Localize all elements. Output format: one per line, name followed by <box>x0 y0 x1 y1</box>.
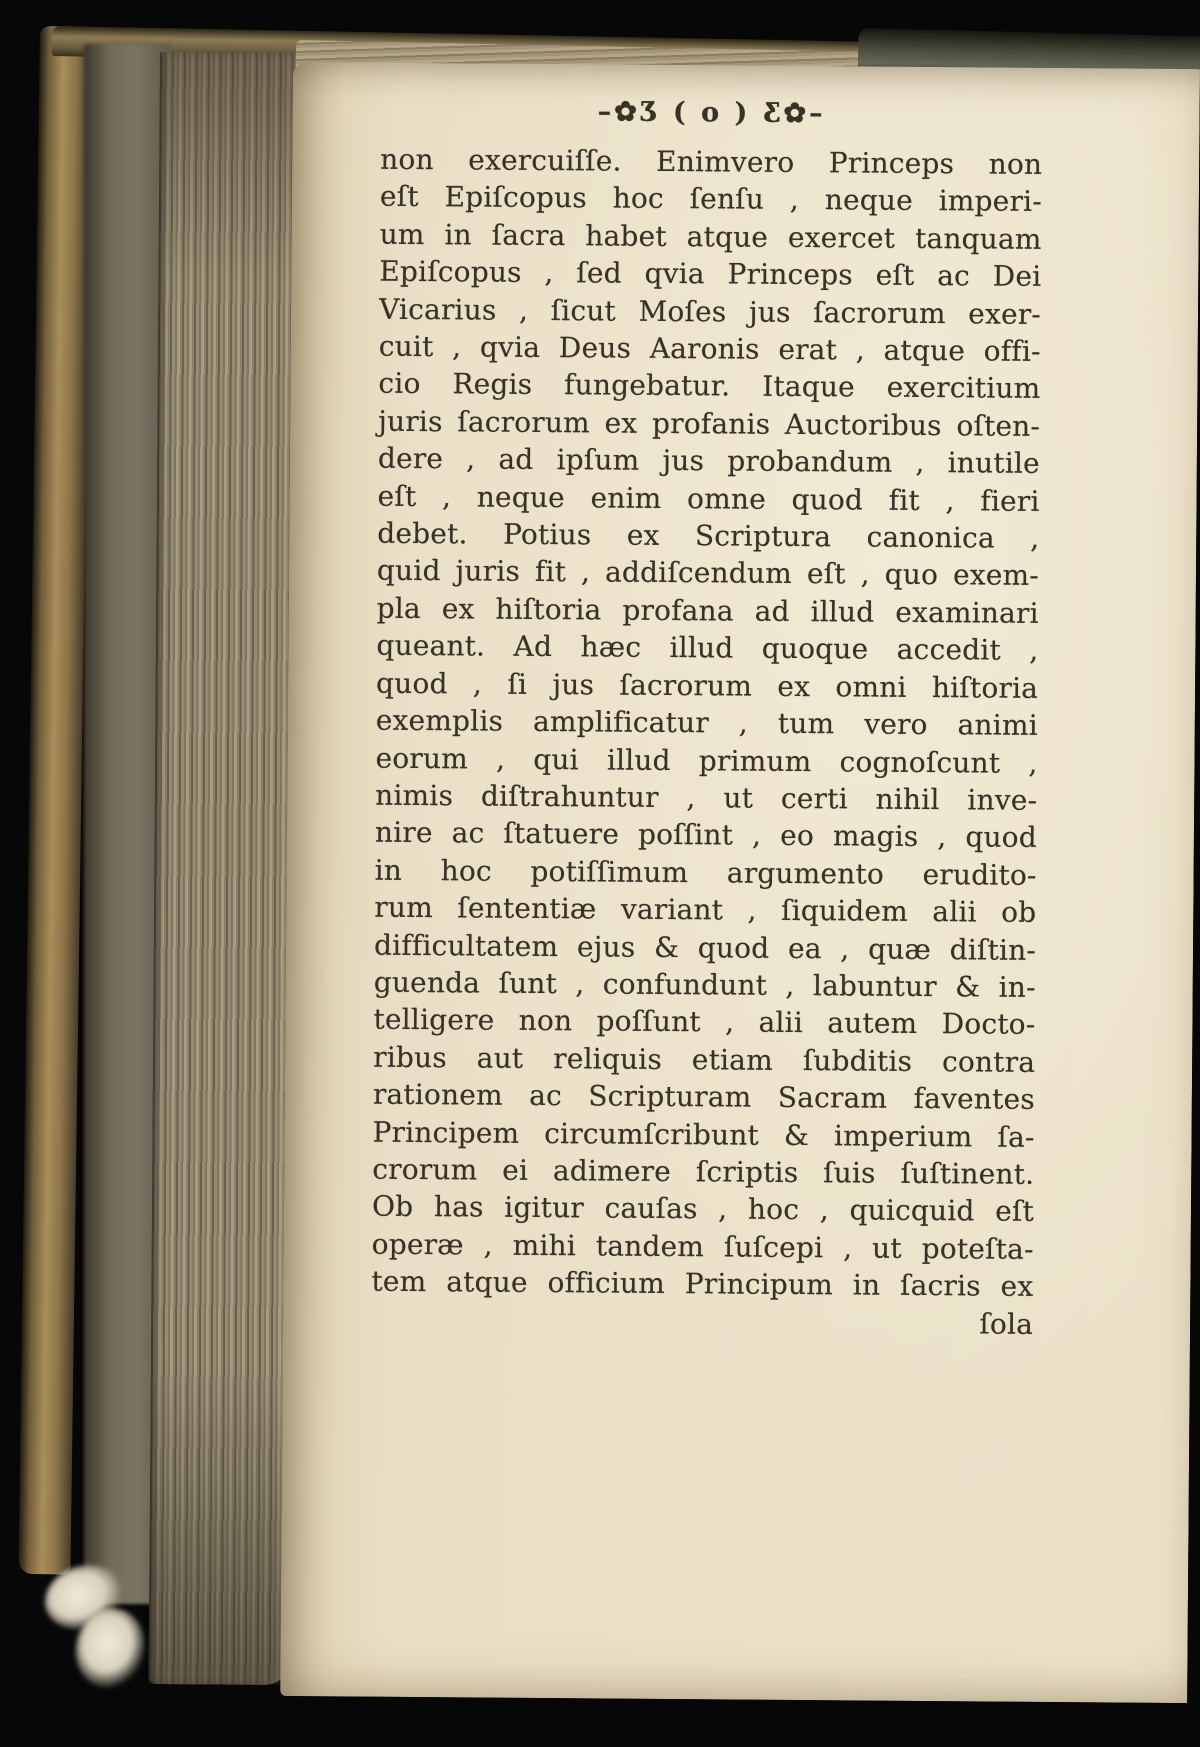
text-line: difficultatem ejus & quod ea , quæ diſtin- <box>373 928 1037 967</box>
text-line: non exercuiſſe. Enimvero Princeps non <box>380 142 1043 181</box>
text-line: Ob has igitur cauſas , hoc , quicquid eſt <box>371 1190 1035 1229</box>
text-line: cio Regis fungebatur. Itaque exercitium <box>378 367 1041 406</box>
text-line: nimis diſtrahuntur , ut certi nihil inve- <box>375 778 1038 817</box>
text-line: quid juris fit , addiſcendum eſt , quo exem- <box>376 554 1040 593</box>
text-line: eſt Epiſcopus hoc ſenſu , neque imperi- <box>379 180 1043 219</box>
text-line: tem atque officium Principum in ſacris ex <box>371 1264 1034 1304</box>
text-line: um in ſacra habet atque exercet tanquam <box>379 217 1042 256</box>
text-line: eſt , neque enim omne quod fit , fieri <box>377 479 1040 518</box>
text-line: operæ , mihi tandem ſuſcepi , ut poteſta- <box>371 1227 1034 1266</box>
text-line: Principem circumſcribunt & imperium ſa- <box>372 1115 1035 1154</box>
text-line: juris ſacrorum ex profanis Auctoribus oſten- <box>378 404 1041 443</box>
page-edge-stack <box>149 52 302 1685</box>
book-page <box>280 62 1200 1703</box>
printed-text-block <box>371 89 1043 1343</box>
text-line: pla ex hiſtoria profana ad illud examinari <box>376 591 1039 630</box>
text-line: eorum , qui illud primum cognoſcunt , <box>375 741 1038 780</box>
text-line: cuit , qvia Deus Aaronis erat , atque offi- <box>378 329 1041 368</box>
text-line: exemplis amplificatur , tum vero animi <box>375 703 1038 742</box>
text-line: crorum ei adimere ſcriptis ſuis ſuſtinent. <box>372 1152 1035 1191</box>
text-line: rationem ac Scripturam Sacram faventes <box>372 1077 1036 1117</box>
text-line: Epiſcopus , ſed qvia Princeps eſt ac Dei <box>379 254 1042 294</box>
catchword: ſola <box>979 1307 1034 1341</box>
text-line: dere , ad ipſum jus probandum , inutile <box>377 441 1040 481</box>
text-line: rum ſententiæ variant , ſiquidem alii ob <box>374 890 1037 929</box>
text-line: in hoc potiſſimum argumento erudito- <box>374 853 1037 892</box>
text-line: Vicarius , ſicut Moſes jus ſacrorum exer- <box>378 292 1042 331</box>
header-ornament: –✿Ʒ ( o ) Ƹ✿– <box>597 96 826 130</box>
text-line: ribus aut reliquis etiam ſubditis contra <box>373 1040 1036 1079</box>
text-line: nire ac ſtatuere poſſint , eo magis , quod <box>374 815 1038 855</box>
body-text <box>371 141 1042 1306</box>
text-line: telligere non poſſunt , alii autem Docto- <box>373 1003 1036 1042</box>
text-line: queant. Ad hæc illud quoque accedit , <box>376 628 1039 668</box>
text-line: quod , ſi jus ſacrorum ex omni hiſtoria <box>375 666 1039 705</box>
text-line: guenda ſunt , confundunt , labuntur & in- <box>373 965 1036 1004</box>
text-line: debet. Potius ex Scriptura canonica , <box>377 516 1040 555</box>
book-cover-edge <box>18 26 92 1575</box>
